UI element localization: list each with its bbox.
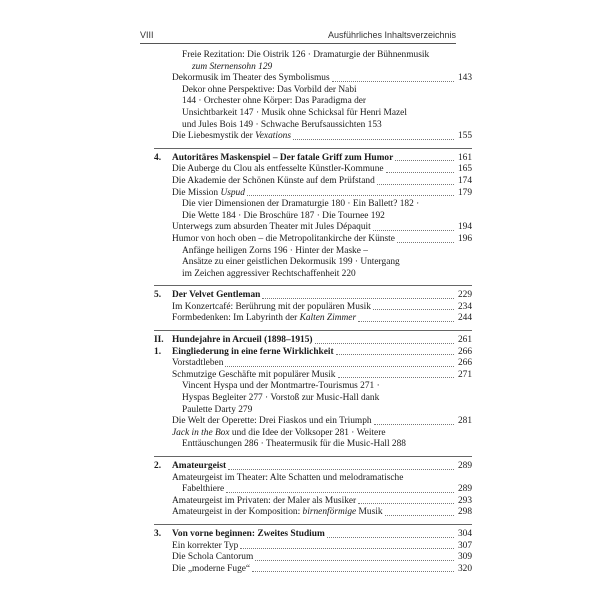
toc-entry: Die Auberge du Clou als entfesselte Künstler-Kommune 165 [172, 164, 472, 175]
toc-subentry: 144 · Orchester ohne Körper: Das Paradigma der [182, 96, 367, 107]
toc-entry: Amateurgeist in der Komposition: birnenförmige Musik 298 [172, 507, 472, 518]
toc-subentry: Paulette Darty 279 [182, 404, 253, 415]
section-divider [154, 330, 472, 331]
toc-subentry: Dekor ohne Perspektive: Das Vorbild der Nabi [182, 84, 357, 95]
toc-subentry: Anfänge heiligen Zorns 196 · Hinter der Maske – [182, 245, 368, 256]
toc-entry: Die „moderne Fuge“ 320 [172, 563, 472, 574]
toc-entry: Amateurgeist im Theater: Alte Schatten und melodramatische [172, 472, 404, 483]
toc-subentry: Unsichtbarkeit 147 · Musik ohne Schicksal für Henri Mazel [182, 107, 407, 118]
toc-entry-continuation: zum Sternensohn 129 [192, 61, 273, 72]
running-header [140, 30, 456, 44]
section-divider [154, 524, 472, 525]
section-heading: 2. Amateurgeist 289 [154, 461, 472, 471]
section-divider [154, 456, 472, 457]
toc-entry: Die Liebesmystik der Vexations 155 [172, 131, 472, 142]
toc-subentry: Jack in the Box und die Idee der Volksoper 281 · Weitere [172, 427, 386, 438]
toc-subentry: Enttäuschungen 286 · Theatermusik für die Music-Hall 288 [182, 439, 406, 450]
running-title: Ausführliches Inhaltsverzeichnis [327, 30, 456, 40]
toc-entry: Amateurgeist im Privaten: der Maler als Musiker 293 [172, 495, 472, 506]
toc-entry: Vorstadtleben 266 [172, 358, 472, 369]
section-heading: 5. Der Velvet Gentleman 229 [154, 290, 472, 301]
toc-subentry: im Zeichen aggressiver Rechtschaffenheit 220 [182, 268, 356, 279]
toc-subentry: und Jules Bois 149 · Schwache Berufsaussichten 153 [182, 119, 382, 130]
header-rule [140, 43, 456, 44]
toc-entry: Die Welt der Operette: Drei Fiaskos und ein Triumph 281 [172, 416, 472, 427]
toc-entry: Formbedenken: Im Labyrinth der Kalten Zimmer 244 [172, 313, 472, 324]
part-heading: II. Hundejahre in Arcueil (1898–1915) 261 [154, 335, 472, 346]
toc-subentry: Ansätze zu einer geistlichen Dekormusik 199 · Untergang [182, 257, 400, 268]
section-divider [154, 285, 472, 286]
section-divider [154, 148, 472, 149]
toc-subentry: Hyspas Begleiter 277 · Vorstoß zur Music-Hall dank [182, 393, 380, 404]
toc-entry: Die Akademie der Schönen Künste auf dem Prüfstand 174 [172, 175, 472, 186]
toc-entry: Unterwegs zum absurden Theater mit Jules Dépaquit 194 [172, 222, 472, 233]
toc-entry: Die Mission Uspud 179 [172, 187, 472, 198]
table-of-contents [154, 50, 472, 575]
toc-entry: Im Konzertcafé: Berührung mit der populären Musik 234 [172, 301, 472, 312]
toc-entry: Ein korrekter Typ 307 [172, 540, 472, 551]
toc-subentry: Die Wette 184 · Die Broschüre 187 · Die Tournee 192 [182, 210, 385, 221]
page-number: VIII [140, 30, 154, 40]
toc-subentry: Die vier Dimensionen der Dramaturgie 180 · Ein Ballett? 182 · [182, 199, 420, 210]
section-heading: 4. Autoritäres Maskenspiel – Der fatale Griff zum Humor 161 [154, 152, 472, 163]
toc-entry: Humor von hoch oben – die Metropolitankirche der Künste 196 [172, 233, 472, 244]
section-heading: 3. Von vorne beginnen: Zweites Studium 304 [154, 528, 472, 539]
section-heading: 1. Eingliederung in eine ferne Wirklichkeit 266 [154, 346, 472, 357]
toc-entry: Schmutzige Geschäfte mit populärer Musik 271 [172, 369, 472, 380]
toc-entry: Die Schola Cantorum 309 [172, 552, 472, 563]
toc-entry: Dekormusik im Theater des Symbolismus 143 [172, 73, 472, 84]
toc-entry: Freie Rezitation: Die Oistrik 126 · Dramaturgie der Bühnenmusik [182, 50, 430, 60]
toc-entry-continuation: Fabelthiere 289 [182, 484, 472, 495]
toc-subentry: Vincent Hyspa und der Montmartre-Tourismus 271 · [182, 381, 380, 392]
